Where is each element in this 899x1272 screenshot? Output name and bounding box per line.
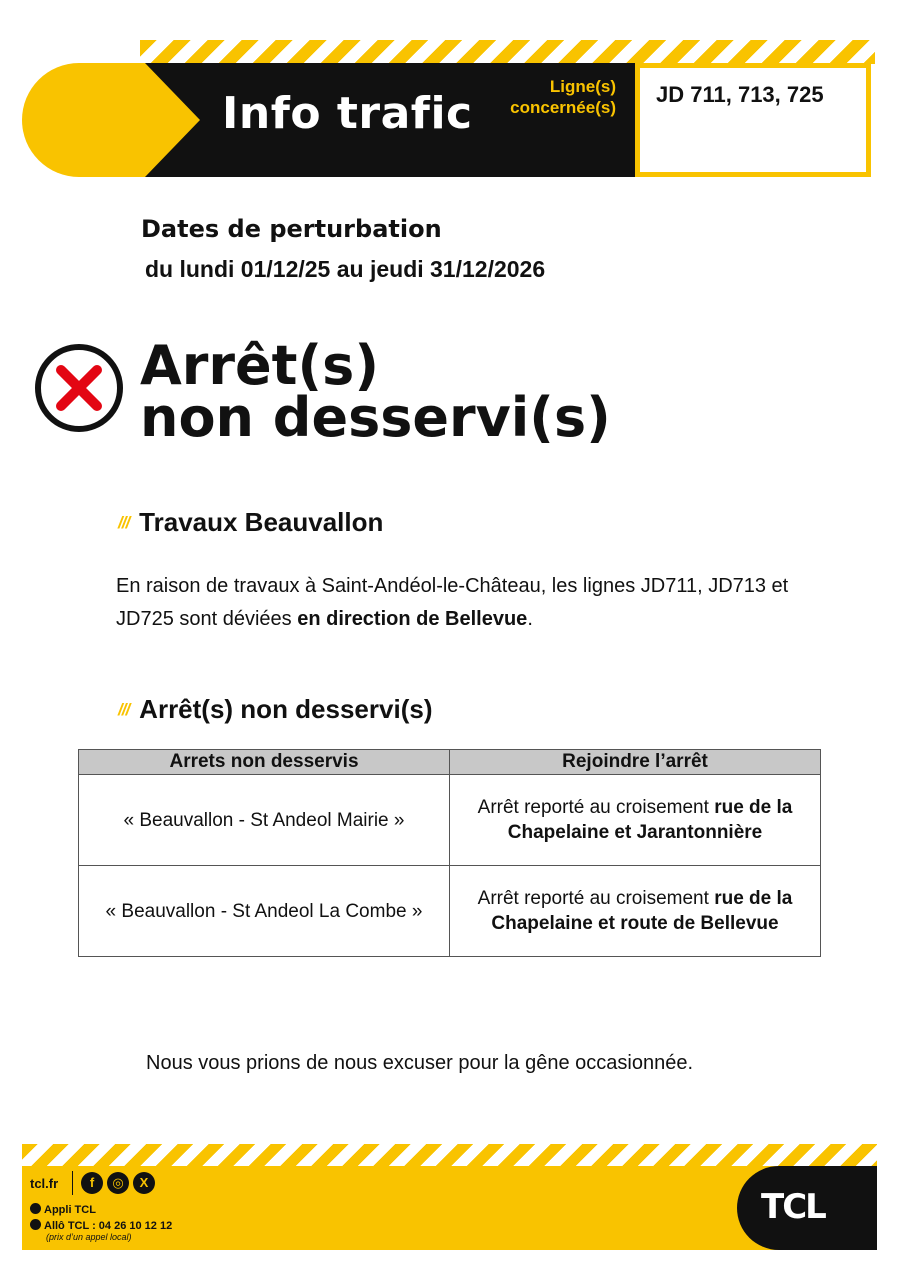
lines-value: JD 711, 713, 725 <box>656 82 824 107</box>
phone-label: Allô TCL : 04 26 10 12 12 <box>44 1220 173 1232</box>
main-heading-line1: Arrêt(s) <box>140 334 379 397</box>
app-line <box>30 1203 96 1216</box>
redirect-prefix: Arrêt reporté au croisement <box>477 888 715 909</box>
lines-box <box>635 63 871 177</box>
cross-circle-icon <box>33 342 125 434</box>
section-travaux-heading <box>118 507 383 538</box>
redirect-bold: rue de la Chapelaine et route de Bellevue <box>491 888 793 934</box>
table-cell-redirect <box>450 775 821 866</box>
app-icon <box>30 1203 41 1214</box>
section-arrets-title: Arrêt(s) non desservi(s) <box>139 694 433 724</box>
main-heading-line2: non desservi(s) <box>140 386 611 449</box>
main-heading <box>140 334 611 449</box>
section-travaux-title: Travaux Beauvallon <box>139 507 384 537</box>
facebook-icon[interactable]: f <box>81 1172 103 1194</box>
page-title: Info trafic <box>222 88 473 139</box>
section-travaux-text <box>116 570 836 636</box>
apology-text: Nous vous prions de nous excuser pour la gêne occasionnée. <box>146 1052 694 1074</box>
table-row <box>79 866 821 957</box>
travaux-text-before: En raison de travaux à Saint-Andéol-le-Château, les lignes JD711, JD713 et JD725 sont déviées <box>116 575 789 630</box>
table-cell-stop: « Beauvallon - St Andeol Mairie » <box>79 775 450 866</box>
travaux-text-bold: en direction de Bellevue <box>297 608 528 630</box>
site-link[interactable]: tcl.fr <box>30 1176 59 1191</box>
table-cell-redirect <box>450 866 821 957</box>
phone-line <box>30 1219 172 1232</box>
dates-range: du lundi 01/12/25 au jeudi 31/12/2026 <box>145 256 546 282</box>
travaux-text-after: . <box>527 608 533 630</box>
table-header-stops: Arrets non desservis <box>79 750 450 775</box>
app-label: Appli TCL <box>44 1204 96 1216</box>
phone-note: (prix d’un appel local) <box>46 1232 132 1242</box>
x-icon[interactable]: X <box>133 1172 155 1194</box>
table-header-row <box>79 750 821 775</box>
table-row <box>79 775 821 866</box>
header-arrow-icon <box>145 63 200 177</box>
stops-table <box>78 749 821 957</box>
footer-stripes <box>22 1144 877 1166</box>
instagram-icon[interactable]: ◎ <box>107 1172 129 1194</box>
section-arrets-heading <box>118 694 432 725</box>
dates-label: Dates de perturbation <box>141 215 442 243</box>
lines-label <box>470 76 616 118</box>
phone-icon <box>30 1219 41 1230</box>
table-header-redirect: Rejoindre l’arrêt <box>450 750 821 775</box>
lines-label-line2: concernée(s) <box>510 98 616 117</box>
slash-marker-icon: /// <box>118 513 130 532</box>
redirect-prefix: Arrêt reporté au croisement <box>477 797 715 818</box>
slash-marker-icon: /// <box>118 700 130 719</box>
redirect-bold: rue de la Chapelaine et Jarantonnière <box>507 797 793 843</box>
header-stripes <box>140 40 875 64</box>
lines-label-line1: Ligne(s) <box>549 77 616 96</box>
footer-separator <box>72 1171 73 1195</box>
tcl-logo: TCL <box>761 1187 825 1227</box>
table-cell-stop: « Beauvallon - St Andeol La Combe » <box>79 866 450 957</box>
